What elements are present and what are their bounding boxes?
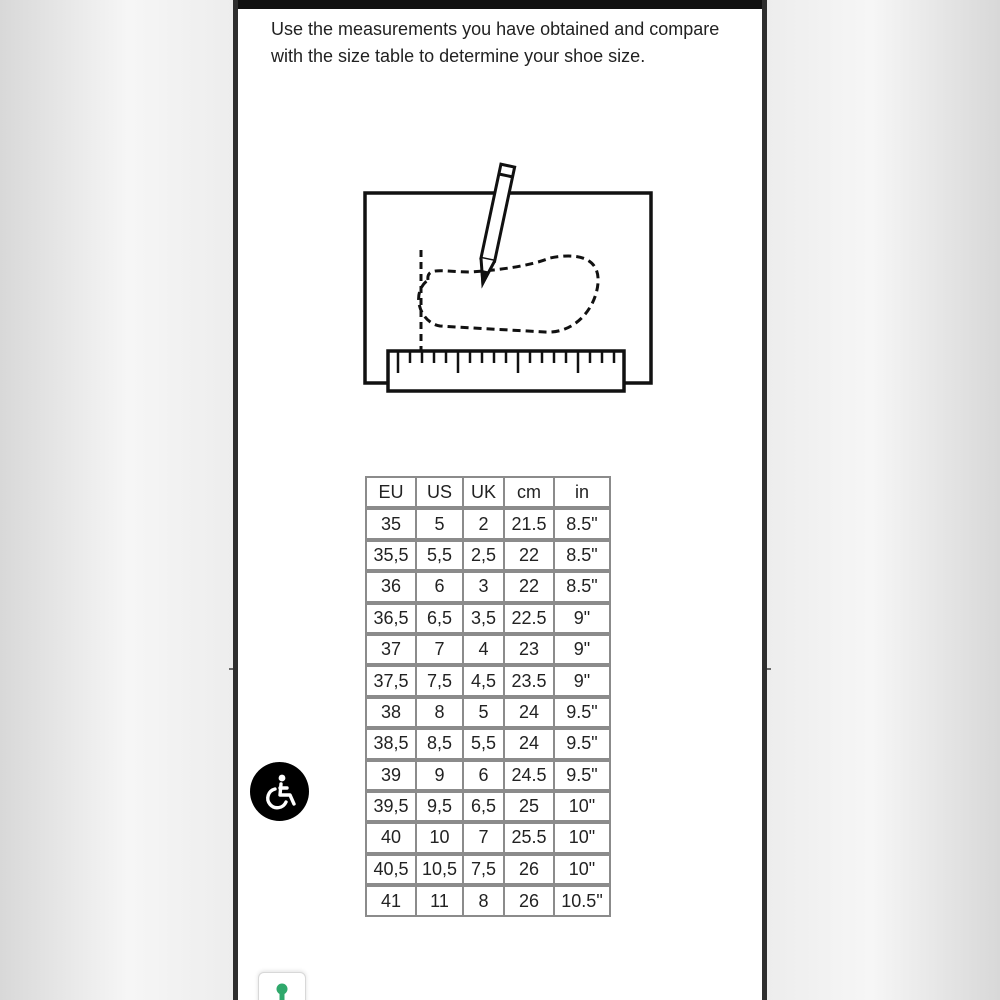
table-row: [366, 728, 610, 759]
cell-cm: 23.5: [504, 665, 554, 696]
table-row: [366, 665, 610, 696]
cell-eu: 36,5: [366, 603, 416, 634]
table-row: [366, 540, 610, 571]
top-bar: [238, 0, 762, 9]
cell-cm: 24: [504, 728, 554, 759]
size-table-header-row: [366, 477, 610, 508]
cell-us: 6,5: [416, 603, 463, 634]
cell-us: 9: [416, 760, 463, 791]
cell-uk: 3: [463, 571, 504, 602]
header-uk: UK: [463, 477, 504, 508]
cell-eu: 40,5: [366, 854, 416, 885]
cell-us: 10,5: [416, 854, 463, 885]
header-us: US: [416, 477, 463, 508]
cell-cm: 23: [504, 634, 554, 665]
table-row: [366, 603, 610, 634]
cell-in: 9": [554, 603, 610, 634]
cell-cm: 22: [504, 540, 554, 571]
accessibility-button[interactable]: [250, 762, 309, 821]
cell-us: 5: [416, 508, 463, 539]
cell-us: 8: [416, 697, 463, 728]
foot-tracing-with-pencil-and-ruler-icon: [360, 158, 656, 396]
table-row: [366, 822, 610, 853]
cell-uk: 3,5: [463, 603, 504, 634]
cell-us: 10: [416, 822, 463, 853]
cell-us: 9,5: [416, 791, 463, 822]
cell-us: 6: [416, 571, 463, 602]
cell-in: 8.5": [554, 540, 610, 571]
cell-us: 11: [416, 885, 463, 916]
table-row: [366, 508, 610, 539]
header-cm: cm: [504, 477, 554, 508]
cell-eu: 36: [366, 571, 416, 602]
cell-cm: 25: [504, 791, 554, 822]
cell-eu: 35: [366, 508, 416, 539]
cell-uk: 6,5: [463, 791, 504, 822]
cell-cm: 22.5: [504, 603, 554, 634]
table-row: [366, 791, 610, 822]
header-eu: EU: [366, 477, 416, 508]
table-row: [366, 854, 610, 885]
cell-us: 5,5: [416, 540, 463, 571]
background-right-panel: [767, 0, 1000, 1000]
cell-in: 10.5": [554, 885, 610, 916]
chat-bubble-icon: [275, 983, 289, 1000]
table-row: [366, 760, 610, 791]
cell-uk: 2: [463, 508, 504, 539]
cell-in: 10": [554, 854, 610, 885]
cell-cm: 22: [504, 571, 554, 602]
cell-us: 8,5: [416, 728, 463, 759]
shoe-size-table: [365, 476, 611, 917]
cell-eu: 38,5: [366, 728, 416, 759]
cell-cm: 21.5: [504, 508, 554, 539]
wheelchair-accessibility-icon: [260, 772, 300, 812]
size-guide-instructions: Use the measurements you have obtained and compare with the size table to determine your shoe size.: [271, 19, 720, 66]
cell-in: 10": [554, 822, 610, 853]
divider-mark-right: [767, 668, 771, 670]
cell-in: 9.5": [554, 760, 610, 791]
cell-eu: 39: [366, 760, 416, 791]
cell-uk: 7,5: [463, 854, 504, 885]
cell-uk: 2,5: [463, 540, 504, 571]
cell-uk: 5: [463, 697, 504, 728]
cell-uk: 7: [463, 822, 504, 853]
cell-cm: 25.5: [504, 822, 554, 853]
table-row: [366, 697, 610, 728]
cell-eu: 40: [366, 822, 416, 853]
mobile-page: [233, 0, 767, 1000]
cell-in: 10": [554, 791, 610, 822]
table-row: [366, 571, 610, 602]
cell-eu: 37,5: [366, 665, 416, 696]
cell-in: 9.5": [554, 697, 610, 728]
cell-eu: 39,5: [366, 791, 416, 822]
cell-us: 7,5: [416, 665, 463, 696]
cell-cm: 24.5: [504, 760, 554, 791]
cell-uk: 6: [463, 760, 504, 791]
cell-us: 7: [416, 634, 463, 665]
cell-eu: 37: [366, 634, 416, 665]
cell-eu: 35,5: [366, 540, 416, 571]
cell-uk: 4,5: [463, 665, 504, 696]
cell-cm: 26: [504, 885, 554, 916]
table-row: [366, 885, 610, 916]
cell-cm: 26: [504, 854, 554, 885]
header-in: in: [554, 477, 610, 508]
cell-cm: 24: [504, 697, 554, 728]
cell-in: 8.5": [554, 508, 610, 539]
chat-widget-tab[interactable]: [258, 972, 306, 1000]
table-row: [366, 634, 610, 665]
cell-uk: 4: [463, 634, 504, 665]
cell-in: 9": [554, 634, 610, 665]
cell-uk: 5,5: [463, 728, 504, 759]
cell-eu: 38: [366, 697, 416, 728]
background-left-panel: [0, 0, 233, 1000]
cell-in: 8.5": [554, 571, 610, 602]
cell-in: 9": [554, 665, 610, 696]
cell-uk: 8: [463, 885, 504, 916]
cell-in: 9.5": [554, 728, 610, 759]
cell-eu: 41: [366, 885, 416, 916]
